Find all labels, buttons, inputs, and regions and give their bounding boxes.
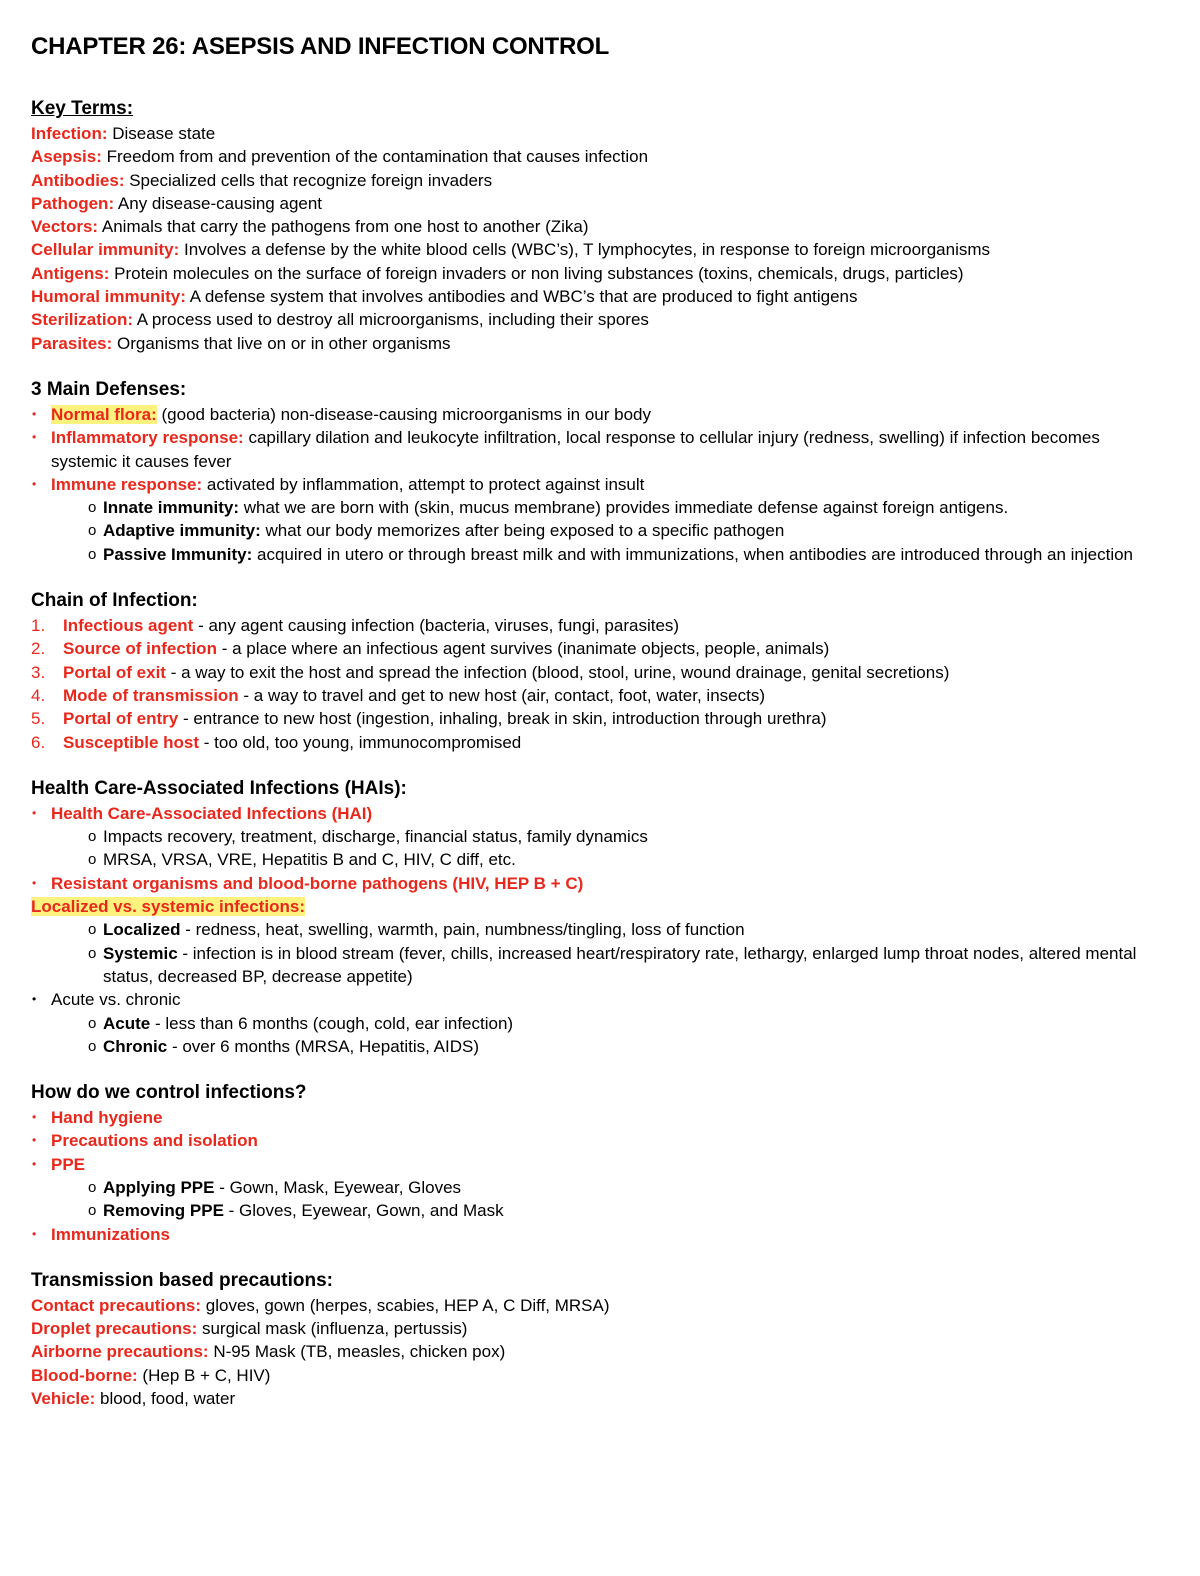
immunity-sublist <box>31 496 1169 566</box>
transmission-section <box>31 1268 1169 1410</box>
list-item: • Precautions and isolation <box>31 1129 1169 1152</box>
list-item: o Innate immunity: what we are born with (skin, mucus membrane) provides immediate defense against foreign antigens. <box>31 496 1169 519</box>
term-line: Droplet precautions: surgical mask (influenza, pertussis) <box>31 1319 468 1339</box>
list-item: • Health Care-Associated Infections (HAI) <box>31 802 1169 825</box>
list-item: • PPE <box>31 1153 1169 1176</box>
list-item: o Adaptive immunity: what our body memorizes after being exposed to a specific pathogen <box>31 519 1169 542</box>
list-item: o Passive Immunity: acquired in utero or through breast milk and with immunizations, when antibodies are introduced through an injection <box>31 543 1169 566</box>
term-line: Asepsis: Freedom from and prevention of the contamination that causes infection <box>31 147 649 167</box>
term-line: Contact precautions: gloves, gown (herpes, scabies, HEP A, C Diff, MRSA) <box>31 1295 610 1315</box>
list-item: o Acute - less than 6 months (cough, cold, ear infection) <box>31 1012 1169 1035</box>
term-line: Parasites: Organisms that live on or in other organisms <box>31 333 451 353</box>
key-terms-heading: Key Terms: <box>31 98 134 119</box>
localized-heading: Localized vs. systemic infections: <box>31 897 305 917</box>
list-item: • Immunizations <box>31 1223 1169 1246</box>
list-item: o Systemic - infection is in blood stream (fever, chills, increased heart/respiratory rate, lethargy, enlarged lump throat nodes, altered mental status, decreased BP, decrease appetite) <box>31 942 1169 989</box>
defenses-list <box>31 403 1169 496</box>
list-item: o MRSA, VRSA, VRE, Hepatitis B and C, HIV, C diff, etc. <box>31 848 1169 871</box>
term-line: Humoral immunity: A defense system that involves antibodies and WBC’s that are produced to fight antigens <box>31 287 858 307</box>
list-item: • Resistant organisms and blood-borne pathogens (HIV, HEP B + C) <box>31 872 1169 895</box>
list-item: 1. Infectious agent - any agent causing infection (bacteria, viruses, fungi, parasites) <box>31 616 680 636</box>
list-item: • Inflammatory response: capillary dilation and leukocyte infiltration, local response to cellular injury (redness, swelling) if infection becomes systemic it causes fever <box>31 426 1169 473</box>
term-line: Antigens: Protein molecules on the surface of foreign invaders or non living substances (toxins, chemicals, drugs, particles) <box>31 263 964 283</box>
chain-heading: Chain of Infection: <box>31 590 198 612</box>
list-item: 3. Portal of exit - a way to exit the host and spread the infection (blood, stool, urine, wound drainage, genital secretions) <box>31 662 950 682</box>
term-line: Sterilization: A process used to destroy all microorganisms, including their spores <box>31 310 649 330</box>
term-line: Vehicle: blood, food, water <box>31 1389 236 1409</box>
term-line: Vectors: Animals that carry the pathogens from one host to another (Zika) <box>31 217 589 237</box>
list-item: 2. Source of infection - a place where an infectious agent survives (inanimate objects, people, animals) <box>31 639 830 659</box>
list-item: 5. Portal of entry - entrance to new host (ingestion, inhaling, break in skin, introduction through urethra) <box>31 709 827 729</box>
hai-heading: Health Care-Associated Infections (HAIs): <box>31 777 407 799</box>
list-item: o Applying PPE - Gown, Mask, Eyewear, Gloves <box>31 1176 1169 1199</box>
transmission-heading: Transmission based precautions: <box>31 1269 333 1291</box>
page-title: CHAPTER 26: ASEPSIS AND INFECTION CONTROL <box>31 33 610 60</box>
term-line: Blood-borne: (Hep B + C, HIV) <box>31 1365 271 1385</box>
list-item: o Localized - redness, heat, swelling, warmth, pain, numbness/tingling, loss of function <box>31 918 1169 941</box>
term-line: Airborne precautions: N-95 Mask (TB, measles, chicken pox) <box>31 1342 506 1362</box>
hai-section <box>31 776 1169 1058</box>
chain-section <box>31 588 1169 754</box>
list-item: • Normal flora: (good bacteria) non-disease-causing microorganisms in our body <box>31 403 1169 426</box>
list-item: o Chronic - over 6 months (MRSA, Hepatitis, AIDS) <box>31 1035 1169 1058</box>
term-line: Infection: Disease state <box>31 124 216 143</box>
term-line: Antibodies: Specialized cells that recognize foreign invaders <box>31 170 493 190</box>
list-item: • Acute vs. chronic <box>31 988 1169 1011</box>
term-line: Pathogen: Any disease-causing agent <box>31 193 323 213</box>
defenses-heading: 3 Main Defenses: <box>31 378 187 400</box>
list-item: • Immune response: activated by inflammation, attempt to protect against insult <box>31 473 1169 496</box>
list-item: 6. Susceptible host - too old, too young, immunocompromised <box>31 732 522 752</box>
list-item: • Hand hygiene <box>31 1106 1169 1129</box>
term-line: Cellular immunity: Involves a defense by the white blood cells (WBC’s), T lymphocytes, in response to foreign microorganisms <box>31 240 991 260</box>
control-heading: How do we control infections? <box>31 1082 307 1104</box>
defenses-section <box>31 377 1169 566</box>
chain-list <box>31 614 1169 754</box>
list-item: o Removing PPE - Gloves, Eyewear, Gown, and Mask <box>31 1199 1169 1222</box>
list-item: 4. Mode of transmission - a way to travel and get to new host (air, contact, foot, water, insects) <box>31 685 765 705</box>
key-terms-section <box>31 96 1169 355</box>
control-section <box>31 1080 1169 1246</box>
list-item: o Impacts recovery, treatment, discharge, financial status, family dynamics <box>31 825 1169 848</box>
